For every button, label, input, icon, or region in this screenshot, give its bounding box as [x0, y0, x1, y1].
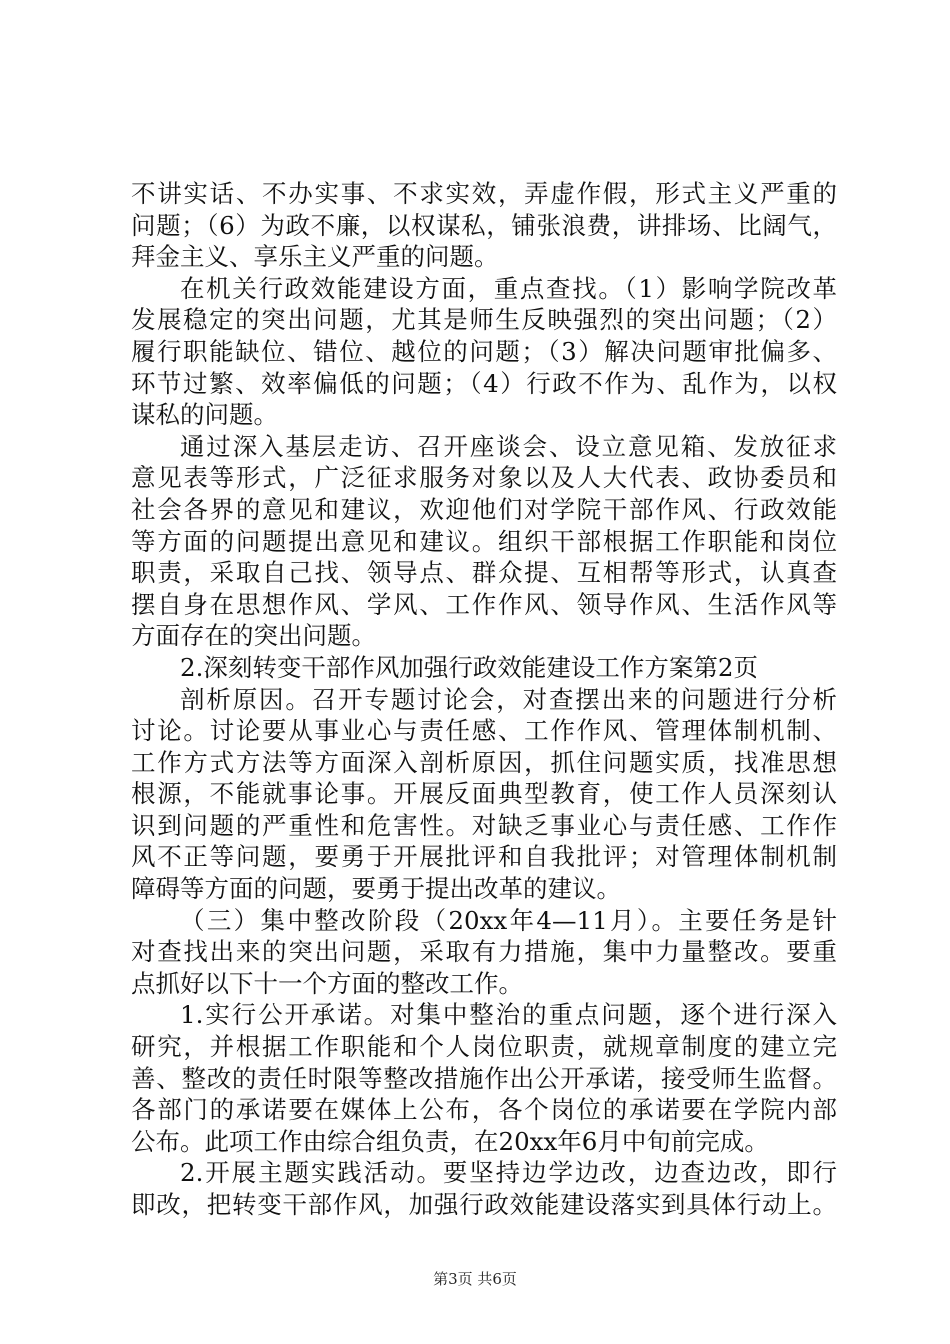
text-line: 讨论。讨论要从事业心与责任感、工作作风、管理体制机制、: [131, 716, 837, 746]
text-line: 剖析原因。召开专题讨论会，对查摆出来的问题进行分析: [180, 684, 837, 714]
text-line: 各部门的承诺要在媒体上公布，各个岗位的承诺要在学院内部: [131, 1095, 837, 1125]
text-line: 不讲实话、不办实事、不求实效，弄虚作假，形式主义严重的: [131, 179, 837, 208]
text-line: 环节过繁、效率偏低的问题；（4）行政不作为、乱作为，以权: [131, 368, 837, 398]
text-line: 识到问题的严重性和危害性。对缺乏事业心与责任感、工作作: [131, 810, 837, 840]
text-line: 研究，并根据工作职能和个人岗位职责，就规章制度的建立完: [131, 1032, 837, 1062]
text-line: 风不正等问题，要勇于开展批评和自我批评；对管理体制机制: [131, 842, 837, 872]
text-line: 点抓好以下十一个方面的整改工作。: [131, 968, 523, 998]
text-line: 即改，把转变干部作风，加强行政效能建设落实到具体行动上。: [131, 1190, 837, 1219]
text-line: 职责，采取自己找、领导点、群众提、互相帮等形式，认真查: [131, 558, 837, 588]
text-line: 2.深刻转变干部作风加强行政效能建设工作方案第2页: [180, 652, 758, 682]
text-line: （三）集中整改阶段（20xx年4—11月）。主要任务是针: [180, 905, 837, 935]
text-line: 在机关行政效能建设方面，重点查找。（1）影响学院改革: [180, 273, 837, 303]
document-body: [131, 178, 837, 1221]
text-line: 问题；（6）为政不廉，以权谋私，铺张浪费，讲排场、比阔气，: [131, 210, 837, 240]
text-line: 2.开展主题实践活动。要坚持边学边改，边查边改，即行: [180, 1158, 837, 1188]
text-line: 摆自身在思想作风、学风、工作作风、领导作风、生活作风等: [131, 589, 837, 619]
text-line: 社会各界的意见和建议，欢迎他们对学院干部作风、行政效能: [131, 494, 837, 524]
text-line: 公布。此项工作由综合组负责，在20xx年6月中旬前完成。: [131, 1126, 769, 1156]
text-line: 等方面的问题提出意见和建议。组织干部根据工作职能和岗位: [131, 526, 837, 556]
text-line: 履行职能缺位、错位、越位的问题；（3）解决问题审批偏多、: [131, 336, 837, 366]
text-line: 对查找出来的突出问题，采取有力措施，集中力量整改。要重: [131, 937, 837, 967]
text-line: 1.实行公开承诺。对集中整治的重点问题，逐个进行深入: [180, 1000, 837, 1030]
text-line: 发展稳定的突出问题，尤其是师生反映强烈的突出问题；（2）: [131, 305, 837, 335]
text-line: 谋私的问题。: [131, 400, 278, 430]
text-line: 障碍等方面的问题，要勇于提出改革的建议。: [131, 874, 621, 904]
text-line: 工作方式方法等方面深入剖析原因，抓住问题实质，找准思想: [131, 747, 837, 777]
text-line: 善、整改的责任时限等整改措施作出公开承诺，接受师生监督。: [131, 1063, 837, 1093]
text-line: 意见表等形式，广泛征求服务对象以及人大代表、政协委员和: [131, 463, 837, 493]
text-line: 拜金主义、享乐主义严重的问题。: [131, 242, 499, 272]
page-footer: 第3页 共6页: [433, 1270, 517, 1288]
text-line: 方面存在的突出问题。: [131, 621, 376, 651]
text-line: 通过深入基层走访、召开座谈会、设立意见箱、发放征求: [180, 431, 837, 461]
text-line: 根源，不能就事论事。开展反面典型教育，使工作人员深刻认: [131, 779, 837, 809]
